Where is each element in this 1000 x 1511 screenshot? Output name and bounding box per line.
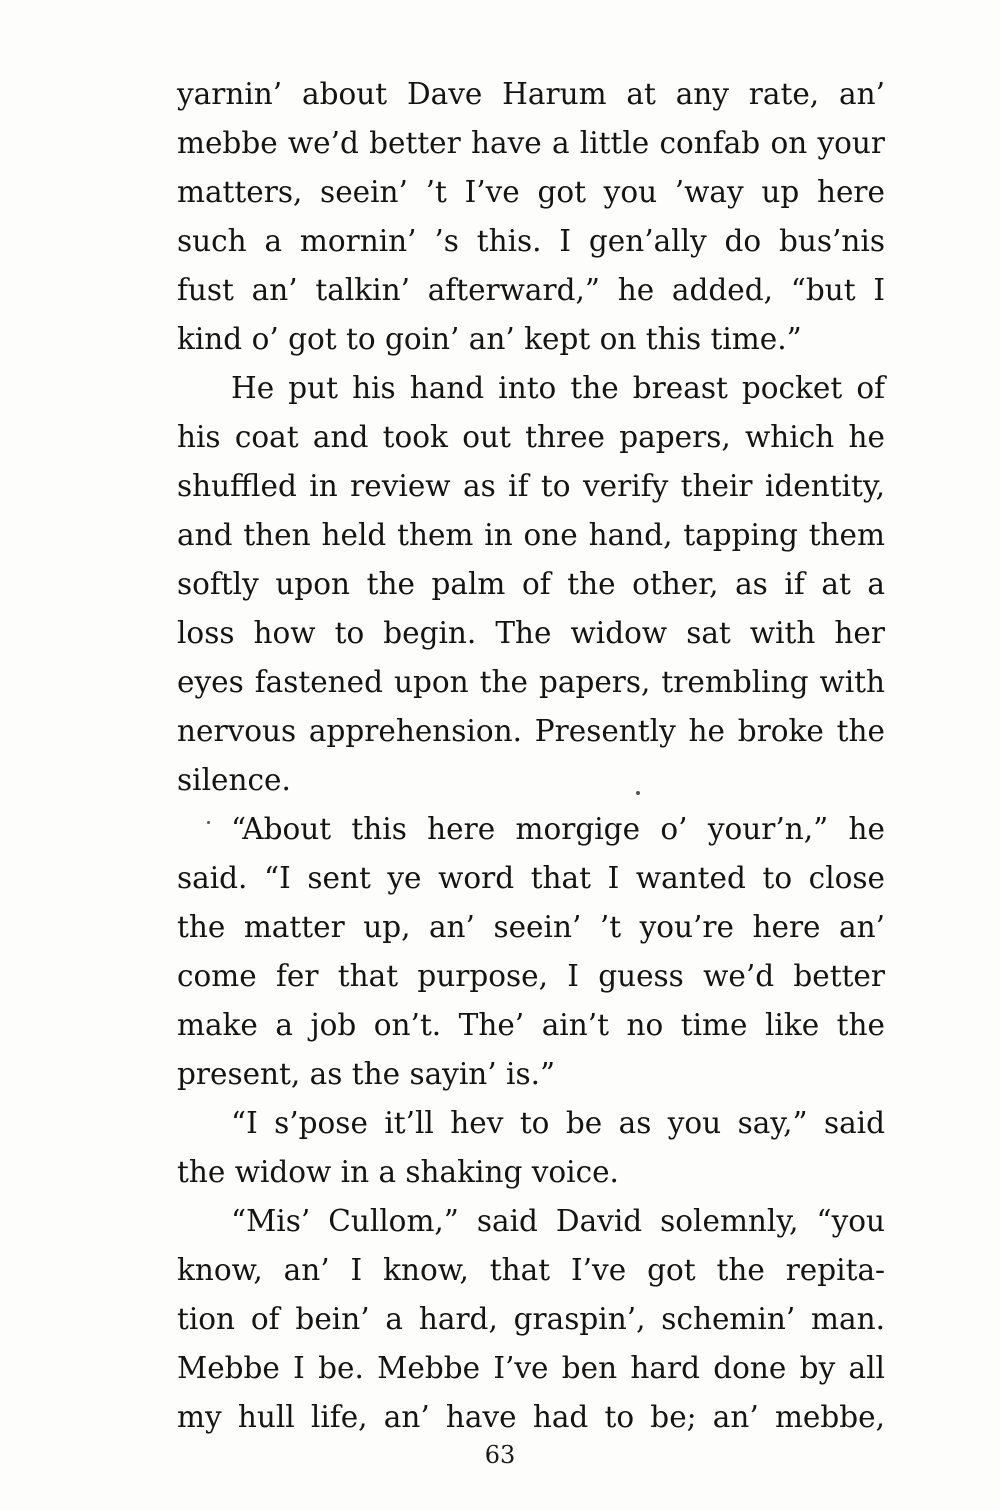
scan-speck [207, 821, 210, 824]
text-line: Mebbe I be. Mebbe I’ve ben hard done by all [177, 1351, 885, 1385]
text-line: his coat and took out three papers, which he [177, 420, 885, 454]
text-line: said. “I sent ye word that I wanted to close [177, 861, 885, 895]
text-line: fust an’ talkin’ afterward,” he added, “but I [177, 273, 885, 307]
text-line: yarnin’ about Dave Harum at any rate, an’ [177, 77, 885, 111]
text-line: He put his hand into the breast pocket of [231, 371, 885, 405]
text-line: matters, seein’ ’t I’ve got you ’way up here [177, 175, 885, 209]
text-line: silence. [177, 763, 291, 797]
text-line: the matter up, an’ seein’ ’t you’re here an’ [177, 910, 885, 944]
body-text [177, 70, 885, 1442]
text-line: tion of bein’ a hard, graspin’, schemin’ man. [177, 1302, 885, 1336]
text-line: loss how to begin. The widow sat with her [177, 616, 885, 650]
text-line: make a job on’t. The’ ain’t no time like the [177, 1008, 885, 1042]
text-line: “About this here morgige o’ your’n,” he [231, 812, 885, 846]
page-number: 63 [484, 1441, 516, 1469]
text-line: mebbe we’d better have a little confab on your [177, 126, 885, 160]
text-line: present, as the sayin’ is.” [177, 1057, 556, 1091]
text-line: “I s’pose it’ll hev to be as you say,” said [231, 1106, 885, 1140]
text-line: softly upon the palm of the other, as if at a [177, 567, 885, 601]
text-line: eyes fastened upon the papers, trembling with [177, 665, 885, 699]
text-line: come fer that purpose, I guess we’d better [177, 959, 885, 993]
text-line: nervous apprehension. Presently he broke the [177, 714, 885, 748]
text-line: the widow in a shaking voice. [177, 1155, 619, 1189]
text-line: kind o’ got to goin’ an’ kept on this time.” [177, 322, 802, 356]
text-line: know, an’ I know, that I’ve got the repita- [177, 1253, 885, 1287]
text-line: shuffled in review as if to verify their identity, [177, 469, 885, 503]
text-line: “Mis’ Cullom,” said David solemnly, “you [231, 1204, 885, 1238]
text-line: and then held them in one hand, tapping them [177, 518, 885, 552]
scan-speck [636, 791, 640, 795]
text-line: my hull life, an’ have had to be; an’ mebbe, [177, 1400, 885, 1434]
text-line: such a mornin’ ’s this. I gen’ally do bus’nis [177, 224, 885, 258]
